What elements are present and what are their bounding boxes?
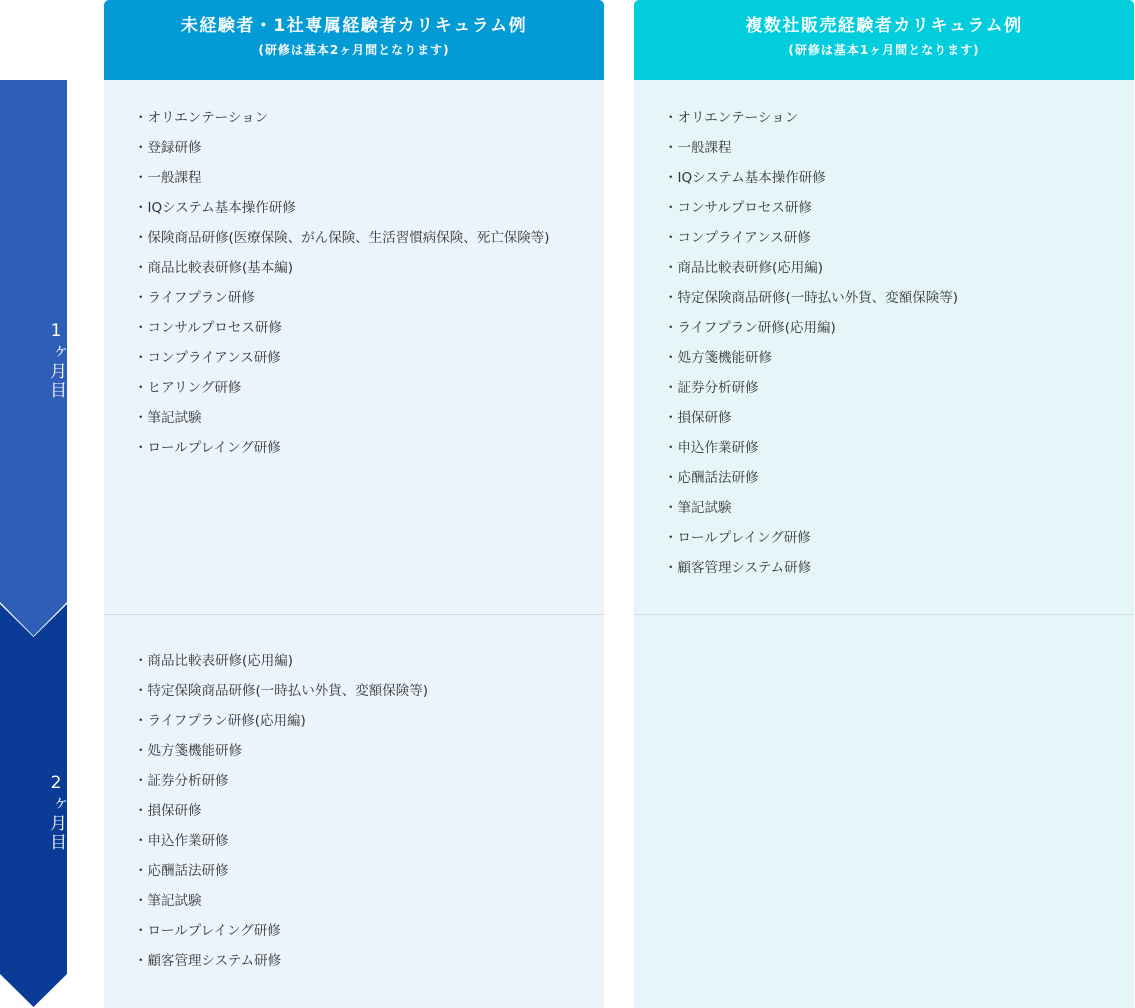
curriculum-item: ・筆記試験 (134, 893, 202, 909)
curriculum-item: ・ライフプラン研修(応用編) (134, 713, 306, 729)
curriculum-item: ・応酬話法研修 (134, 863, 229, 879)
curriculum-item: ・ヒアリング研修 (134, 380, 242, 396)
curriculum-item: ・処方箋機能研修 (664, 350, 772, 366)
curriculum-item: ・筆記試験 (664, 500, 732, 516)
curriculum-multi-company-header (634, 0, 1134, 80)
curriculum-item: ・商品比較表研修(応用編) (134, 653, 294, 669)
curriculum-inexperienced-month-2-panel (104, 615, 604, 1008)
curriculum-item: ・損保研修 (664, 410, 732, 426)
curriculum-multi-company-month-2-panel (634, 615, 1134, 1008)
curriculum-item: ・一般課程 (664, 140, 732, 156)
curriculum-item: ・オリエンテーション (134, 110, 269, 126)
curriculum-item: ・応酬話法研修 (664, 470, 759, 486)
curriculum-multi-company-column (634, 0, 1134, 1008)
curriculum-item: ・証券分析研修 (134, 773, 229, 789)
curriculum-item: ・顧客管理システム研修 (134, 953, 282, 969)
curriculum-inexperienced-month-1-panel (104, 80, 604, 615)
curriculum-item: ・コンプライアンス研修 (134, 350, 281, 366)
curriculum-item: ・コンサルプロセス研修 (134, 320, 282, 336)
curriculum-item: ・証券分析研修 (664, 380, 759, 396)
curriculum-item: ・ロールプレイング研修 (134, 440, 281, 456)
curriculum-item: ・一般課程 (134, 170, 202, 186)
curriculum-item: ・IQシステム基本操作研修 (664, 170, 826, 186)
curriculum-item: ・保険商品研修(医療保険、がん保険、生活習慣病保険、死亡保険等) (134, 230, 550, 246)
curriculum-item: ・顧客管理システム研修 (664, 560, 812, 576)
curriculum-item: ・コンサルプロセス研修 (664, 200, 812, 216)
curriculum-multi-company-title: 複数社販売経験者カリキュラム例 (745, 16, 1023, 36)
curriculum-inexperienced-title: 未経験者・1社専属経験者カリキュラム例 (180, 16, 528, 36)
curriculum-item: ・オリエンテーション (664, 110, 799, 126)
curriculum-item: ・IQシステム基本操作研修 (134, 200, 296, 216)
curriculum-inexperienced-column (104, 0, 604, 1008)
curriculum-item: ・ロールプレイング研修 (664, 530, 811, 546)
curriculum-inexperienced-header (104, 0, 604, 80)
curriculum-item: ・コンプライアンス研修 (664, 230, 811, 246)
curriculum-item: ・筆記試験 (134, 410, 202, 426)
curriculum-item: ・処方箋機能研修 (134, 743, 242, 759)
curriculum-multi-company-month-1-panel (634, 80, 1134, 615)
curriculum-inexperienced-month-1-list (134, 103, 550, 463)
curriculum-multi-company-month-1-list (664, 103, 958, 583)
curriculum-item: ・ロールプレイング研修 (134, 923, 281, 939)
curriculum-item: ・商品比較表研修(基本編) (134, 260, 294, 276)
curriculum-inexperienced-subtitle: (研修は基本2ヶ月間となります) (258, 43, 450, 57)
curriculum-item: ・登録研修 (134, 140, 202, 156)
curriculum-item: ・特定保険商品研修(一時払い外貨、変額保険等) (134, 683, 429, 699)
curriculum-item: ・申込作業研修 (134, 833, 229, 849)
curriculum-multi-company-subtitle: (研修は基本1ヶ月間となります) (788, 43, 980, 57)
curriculum-item: ・商品比較表研修(応用編) (664, 260, 824, 276)
curriculum-item: ・特定保険商品研修(一時払い外貨、変額保険等) (664, 290, 959, 306)
month-1-label: 1ヶ月目 (46, 320, 66, 400)
curriculum-item: ・申込作業研修 (664, 440, 759, 456)
month-2-label: 2ヶ月目 (46, 772, 66, 852)
curriculum-item: ・損保研修 (134, 803, 202, 819)
curriculum-inexperienced-month-2-list (134, 646, 428, 976)
curriculum-item: ・ライフプラン研修 (134, 290, 255, 306)
curriculum-item: ・ライフプラン研修(応用編) (664, 320, 836, 336)
